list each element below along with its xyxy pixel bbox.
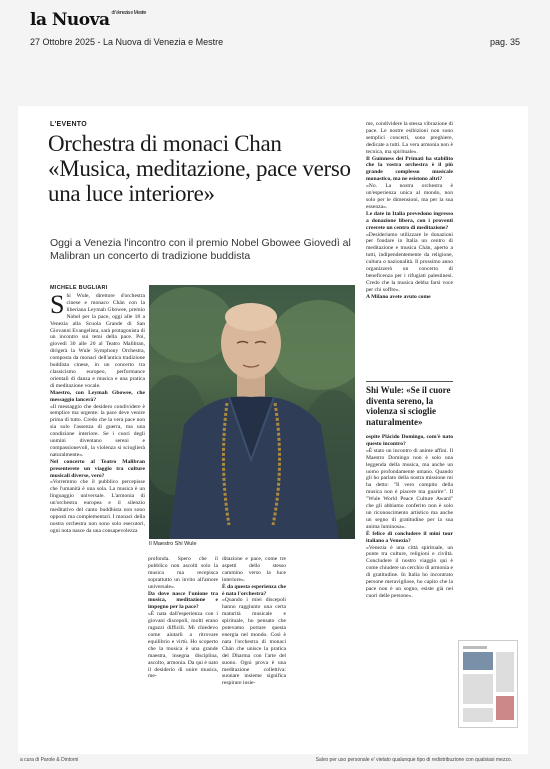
body-paragraph: «Venezia è una città spirituale, un ponte tra culture, religioni e civiltà. Concludere il nostro viaggio qui è come chiudere un cerchio di armonia e di gratitudine. In Italia ho incontrato persone meravigliose, ho capito che la pace non è un sogno, esiste già nei cuori delle persone». <box>366 544 453 599</box>
page-thumbnail <box>458 640 518 728</box>
dateline: 27 Ottobre 2025 - La Nuova di Venezia e Mestre <box>30 37 224 47</box>
body-paragraph: «Quando i miei discepoli hanno raggiunto una certa maturità musicale e spirituale, ho pensato che potevamo portare questa energia nel mondo. Così è nata l'orchestra di monaci Chán che unisce la pratica del Dharma con l'arte del suono. Ogni prova è una meditazione collettiva: suonare insieme significa respirare insie- <box>222 597 286 687</box>
body-paragraph: me, condividere la stessa vibrazione di pace. Le nostre esibizioni non sono semplici concerti, sono preghiere, dedicate a tutti. La vera armonia non è tecnica, ma spirituale». <box>366 121 453 155</box>
pullquote: Shi Wule: «Se il cuore diventa sereno, la violenza si scioglie naturalmente» <box>366 385 451 427</box>
body-paragraph: «Il messaggio che desidero condividere è semplice ma urgente: la pace deve venire prima di tutto. Credo che la vera pace non sia solo l'assenza di guerra, ma una condizione interiore. Se i cuori degli uomini diventano sereni e compassionevoli, la violenza si scioglierà naturalmente». <box>50 403 145 458</box>
interview-question: Maestro, con Leymah Gbowee, che messaggio lancerà? <box>50 389 145 403</box>
body-paragraph: «No. La nostra orchestra è un'esperienza unica al mondo, non solo per le dimensioni, ma per la sua essenza». <box>366 183 453 210</box>
logo-subtitle: di Venezia e Mestre <box>111 10 146 16</box>
interview-question: Le date in Italia prevedono ingresso a donazione libera, con i proventi creerete un centro di meditazione? <box>366 210 453 231</box>
article-byline: MICHELE BUGLIARI <box>50 285 108 291</box>
body-paragraph: «Vorremmo che il pubblico percepisse che l'umanità è una sola. La musica è un linguaggio universale. L'armonia di un'orchestra europea e il silenzio meditativo del canto buddhista non sono opposti ma complementari. I monaci della nostra orchestra non sono solo esecutori, ogni nota nasce da una consapevolezza <box>50 479 145 534</box>
page-number: pag. 35 <box>489 37 520 47</box>
body-paragraph: «Desideriamo utilizzare le donazioni per fondare in Italia un centro di meditazione e musica Chán, aperto a tutti, indipendentemente da religione, cultura o nazionalità. Il prossimo anno organizzerò un concerto di beneficenza per i rifugiati palestinesi. Credo che la musica debba farsi voce per chi soffre». <box>366 231 453 293</box>
photo-caption: Il Maestro Shi Wule <box>149 541 197 547</box>
article-kicker: L'EVENTO <box>50 121 87 128</box>
interview-question: È da questa esperienza che è nata l'orchestra? <box>222 583 286 597</box>
body-paragraph: Shi Wule, direttore d'orchestra cinese e monaco Chán con la liberiana Leymah Gbowee, premio Nobel per la pace, oggi alle 18 a Venezia alla Scuola Grande di San Giovanni Evangelista, sarà protagonista di un incontro sui temi della pace. Poi, giovedì 30 alle 20 al Teatro Malibran, dirigerà la Wule Symphony Orchestra, composta da monaci dell'antica tradizione buddista cinese, in un concerto tra classicismo europeo, performance orientali di danza e musica e una pratica di meditazione vocale. <box>50 293 145 389</box>
body-paragraph: «È stato un incontro di anime affini. Il Maestro Domingo non è solo una leggenda della musica, ma anche un uomo profondamente umano. Quando gli ho parlato della nostra missione mi ha detto: "Il vero compito della musica non è piacere ma guarire". Il "Wule World Peace Culture Award" che gli abbiamo conferito non è solo un riconoscimento artistico ma anche un segno di gratitudine per la sua anima luminosa». <box>366 447 453 530</box>
pullquote-rule <box>366 381 453 382</box>
interview-question: Nel concerto al Teatro Malibran presenterete un viaggio tra culture musicali diverse, vero? <box>50 458 145 479</box>
portrait-photo <box>149 285 355 539</box>
article-headline: Orchestra di monaci Chan «Musica, meditazione, pace verso una luce interiore» <box>48 131 351 206</box>
body-paragraph: «È nata dall'esperienza con i giovani discepoli, molti erano ragazzi difficili. Mi chiedevo come aiutarli a ritrovare equilibrio e virtù. Ho scoperto che la musica è una grande maestra, insegna disciplina, ascolto, armonia. Da qui è nato il desiderio di unire musica, me- <box>148 611 218 680</box>
footer-disclaimer: Salvo per uso personale e' vietato qualunque tipo di redistribuzione con qualsiasi mezzo. <box>315 757 512 763</box>
logo-text: la Nuova <box>30 10 110 30</box>
article-column-5 <box>366 434 453 716</box>
article-subhead: Oggi a Venezia l'incontro con il premio Nobel Gbowee Giovedì al Malibran un concerto di tradizione buddista <box>50 237 351 262</box>
article-column-4 <box>366 121 453 378</box>
body-paragraph: profonda. Spero che il pubblico non ascolti solo la musica ma recepisca soprattutto un invito all'amore universale». <box>148 556 218 590</box>
newspaper-logo <box>30 10 146 30</box>
interview-question: ospite Plácido Domingo, com'è nato questo incontro? <box>366 434 453 447</box>
footer-credit: a cura di Parole & Dintorni <box>20 757 79 763</box>
masthead <box>30 10 520 48</box>
article-column-3 <box>222 556 286 716</box>
article-column-2 <box>148 556 218 716</box>
drop-cap: S <box>50 293 65 319</box>
monk-portrait-image <box>149 285 355 539</box>
interview-question: È felice di concludere il mini tour italiano a Venezia? <box>366 530 453 544</box>
interview-question: Il Guinness dei Primati ha stabilito che la vostra orchestra è il più grande complesso musicale monastico, ma ne esistono altri? <box>366 155 453 183</box>
interview-question: Da dove nasce l'unione tra musica, meditazione e impegno per la pace? <box>148 590 218 611</box>
body-paragraph: ditazione e pace, come tre aspetti dello stesso cammino verso la luce interiore». <box>222 556 286 583</box>
article-column-1 <box>50 293 145 713</box>
interview-question: A Milano avete avuto come <box>366 293 431 300</box>
